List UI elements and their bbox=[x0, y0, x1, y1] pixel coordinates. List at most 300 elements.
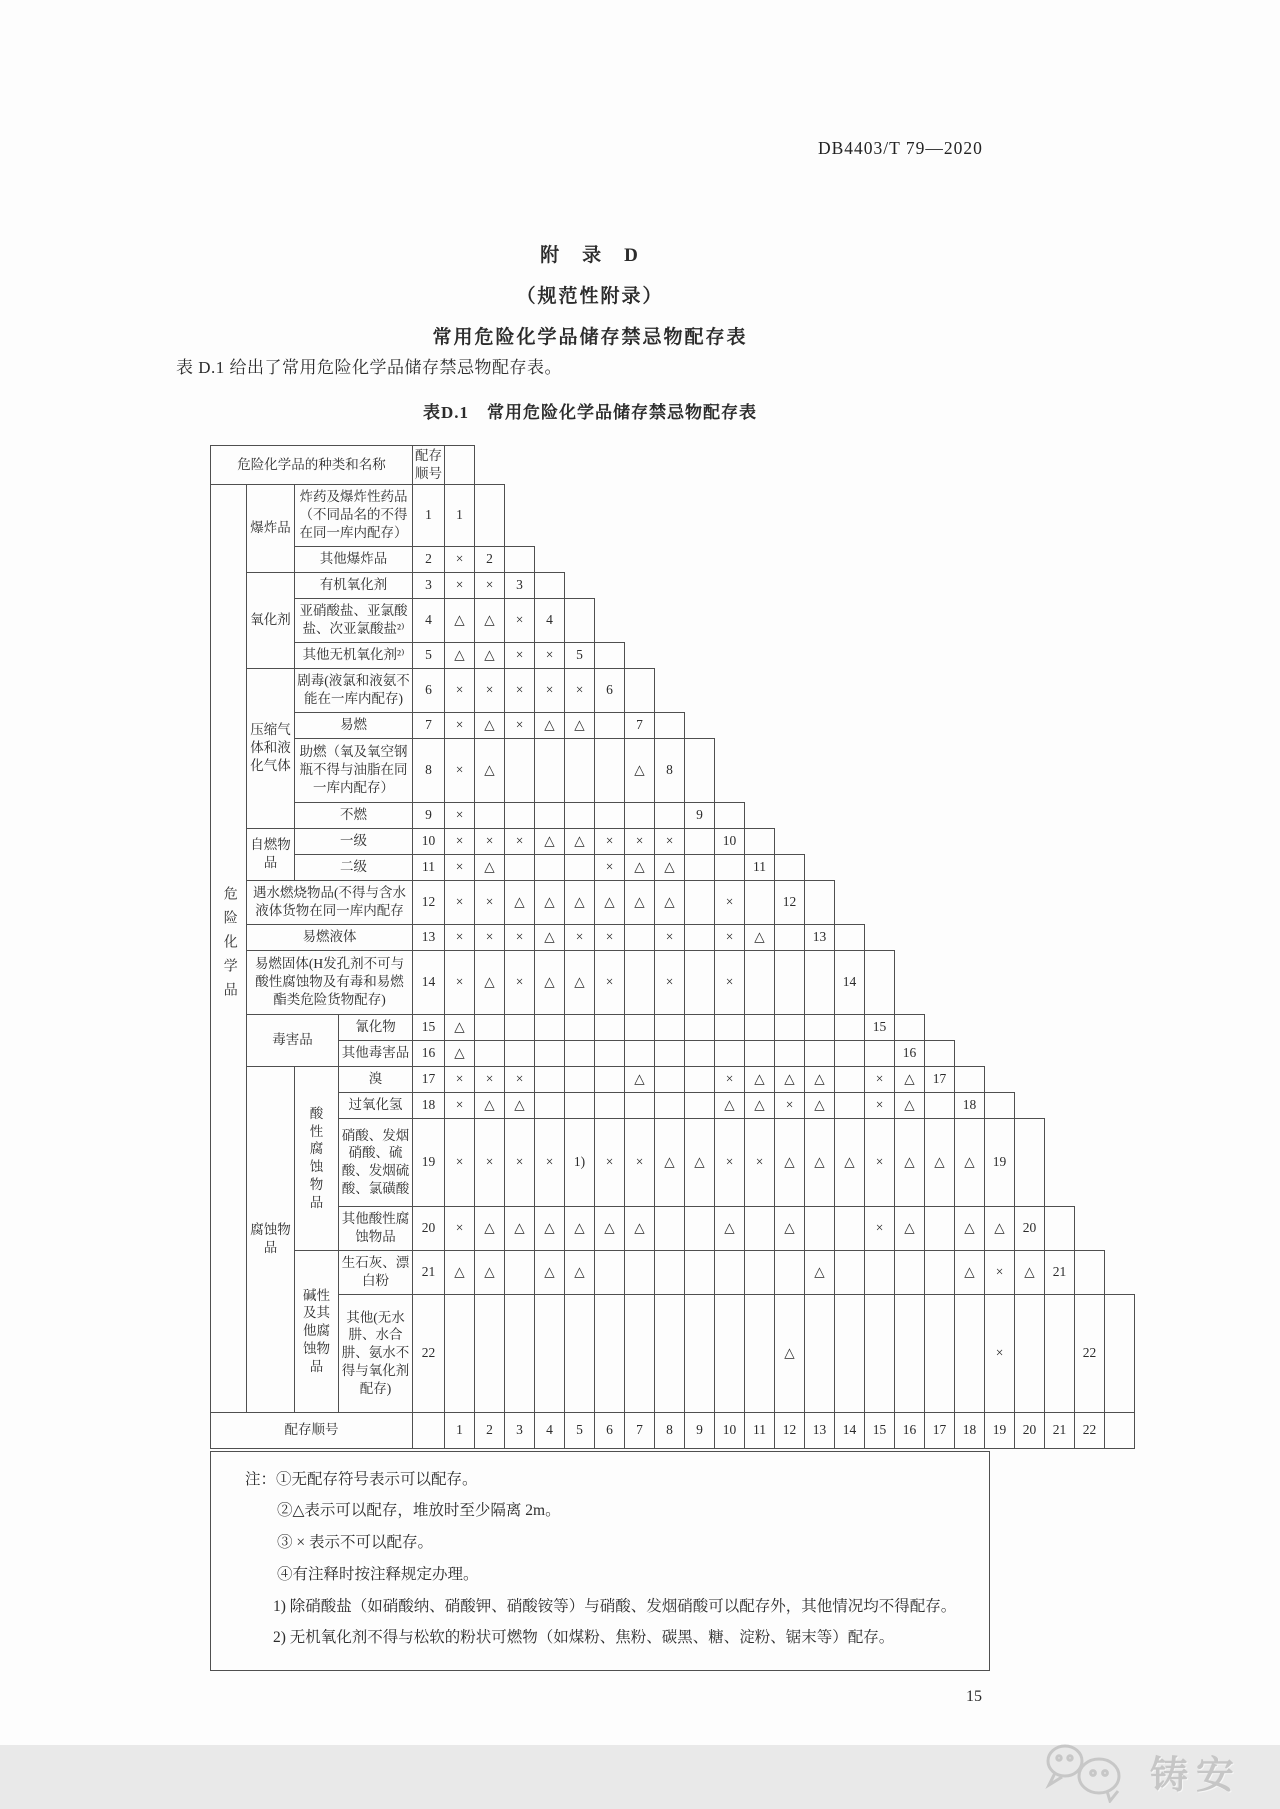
chemical-name-cell: 一级 bbox=[295, 828, 413, 854]
chemical-name-cell: 不燃 bbox=[295, 802, 413, 828]
matrix-cell bbox=[625, 950, 655, 1014]
bottom-order-number: 4 bbox=[535, 1412, 565, 1448]
order-number-cell: 9 bbox=[413, 802, 445, 828]
matrix-cell bbox=[535, 802, 565, 828]
matrix-cell bbox=[595, 1294, 625, 1412]
matrix-cell bbox=[535, 1294, 565, 1412]
matrix-cell: × bbox=[505, 1066, 535, 1092]
chemical-name-cell: 遇水燃烧物品(不得与含水液体货物在同一库内配存 bbox=[247, 880, 413, 924]
table-row bbox=[211, 1118, 1135, 1206]
bottom-order-number: 2 bbox=[475, 1412, 505, 1448]
matrix-cell bbox=[925, 1294, 955, 1412]
order-number-cell: 8 bbox=[413, 738, 445, 802]
matrix-cell: △ bbox=[535, 950, 565, 1014]
matrix-cell bbox=[1015, 1294, 1045, 1412]
matrix-cell: × bbox=[715, 880, 745, 924]
chemical-name-cell: 二级 bbox=[295, 854, 413, 880]
matrix-cell: △ bbox=[745, 1066, 775, 1092]
chemical-name-cell: 亚硝酸盐、亚氯酸盐、次亚氯酸盐²⁾ bbox=[295, 598, 413, 642]
matrix-cell bbox=[835, 1066, 865, 1092]
table-row bbox=[211, 1206, 1135, 1250]
matrix-cell bbox=[745, 1040, 775, 1066]
matrix-cell: △ bbox=[475, 1092, 505, 1118]
corner-header: 危险化学品的种类和名称 bbox=[211, 446, 413, 485]
note-item: 2) 无机氧化剂不得与松软的粉状可燃物（如煤粉、焦粉、碳黑、糖、淀粉、锯末等）配存。 bbox=[273, 1629, 895, 1647]
matrix-cell: × bbox=[505, 1118, 535, 1206]
table-row bbox=[211, 924, 1135, 950]
bottom-order-number: 18 bbox=[955, 1412, 985, 1448]
matrix-cell: △ bbox=[535, 828, 565, 854]
category-cell: 氧化剂 bbox=[247, 572, 295, 668]
matrix-cell: × bbox=[775, 1092, 805, 1118]
matrix-cell: △ bbox=[775, 1294, 805, 1412]
matrix-cell: × bbox=[475, 1118, 505, 1206]
matrix-cell bbox=[835, 1092, 865, 1118]
matrix-cell: △ bbox=[895, 1118, 925, 1206]
diagonal-cell: 17 bbox=[925, 1066, 955, 1092]
matrix-cell bbox=[505, 802, 535, 828]
table-row bbox=[211, 1040, 1135, 1066]
order-number-cell: 7 bbox=[413, 712, 445, 738]
matrix-cell: △ bbox=[505, 1206, 535, 1250]
matrix-cell: △ bbox=[955, 1206, 985, 1250]
diagonal-cell: 19 bbox=[985, 1118, 1015, 1206]
chemical-name-cell: 其他毒害品 bbox=[339, 1040, 413, 1066]
matrix-cell: △ bbox=[715, 1206, 745, 1250]
matrix-cell bbox=[715, 1014, 745, 1040]
matrix-cell: △ bbox=[835, 1118, 865, 1206]
bottom-order-number: 5 bbox=[565, 1412, 595, 1448]
matrix-cell: △ bbox=[625, 1206, 655, 1250]
matrix-cell: × bbox=[595, 924, 625, 950]
table-row bbox=[211, 802, 1135, 828]
matrix-cell bbox=[925, 1206, 955, 1250]
matrix-cell: △ bbox=[805, 1066, 835, 1092]
matrix-cell: × bbox=[445, 1066, 475, 1092]
matrix-cell bbox=[685, 1040, 715, 1066]
matrix-cell bbox=[685, 1014, 715, 1040]
matrix-cell bbox=[835, 1014, 865, 1040]
matrix-cell: × bbox=[505, 668, 535, 712]
matrix-cell bbox=[805, 1014, 835, 1040]
matrix-cell bbox=[655, 1206, 685, 1250]
matrix-cell: × bbox=[475, 924, 505, 950]
matrix-cell: △ bbox=[445, 1014, 475, 1040]
matrix-cell: △ bbox=[655, 1118, 685, 1206]
chemical-name-cell: 生石灰、漂白粉 bbox=[339, 1250, 413, 1294]
table-row bbox=[211, 950, 1135, 1014]
matrix-cell: × bbox=[655, 950, 685, 1014]
table-row bbox=[211, 572, 1135, 598]
matrix-cell: △ bbox=[775, 1066, 805, 1092]
matrix-cell bbox=[745, 950, 775, 1014]
intro-paragraph: 表 D.1 给出了常用危险化学品储存禁忌物配存表。 bbox=[176, 358, 563, 377]
outer-category-cell: 危险化学品 bbox=[211, 484, 247, 1412]
spacer-cell bbox=[1075, 1250, 1105, 1294]
matrix-cell bbox=[745, 1206, 775, 1250]
chemical-name-cell: 溴 bbox=[339, 1066, 413, 1092]
matrix-cell bbox=[685, 880, 715, 924]
table-area bbox=[210, 445, 1135, 1671]
matrix-cell bbox=[595, 1066, 625, 1092]
page-number: 15 bbox=[966, 1688, 982, 1705]
matrix-cell: × bbox=[985, 1250, 1015, 1294]
matrix-cell: × bbox=[505, 950, 535, 1014]
matrix-cell bbox=[775, 1040, 805, 1066]
order-number-cell: 14 bbox=[413, 950, 445, 1014]
matrix-cell bbox=[835, 1294, 865, 1412]
matrix-cell: × bbox=[745, 1118, 775, 1206]
matrix-cell: △ bbox=[475, 642, 505, 668]
matrix-cell: × bbox=[445, 572, 475, 598]
matrix-cell bbox=[595, 1014, 625, 1040]
matrix-cell bbox=[685, 1206, 715, 1250]
diagonal-cell: 6 bbox=[595, 668, 625, 712]
diagonal-cell: 5 bbox=[565, 642, 595, 668]
matrix-cell: △ bbox=[685, 1118, 715, 1206]
matrix-cell bbox=[565, 738, 595, 802]
doc-number: DB4403/T 79—2020 bbox=[818, 138, 983, 158]
matrix-cell bbox=[655, 1250, 685, 1294]
matrix-cell bbox=[685, 950, 715, 1014]
matrix-cell: × bbox=[445, 854, 475, 880]
matrix-cell bbox=[865, 1250, 895, 1294]
matrix-cell: × bbox=[505, 598, 535, 642]
matrix-cell: △ bbox=[475, 1250, 505, 1294]
table-row bbox=[211, 1066, 1135, 1092]
matrix-cell bbox=[835, 1250, 865, 1294]
matrix-cell: × bbox=[445, 880, 475, 924]
matrix-cell bbox=[535, 1040, 565, 1066]
spacer-cell bbox=[1105, 1294, 1135, 1412]
chemical-name-cell: 易燃 bbox=[295, 712, 413, 738]
matrix-cell: × bbox=[565, 924, 595, 950]
diagonal-cell: 11 bbox=[745, 854, 775, 880]
matrix-cell: △ bbox=[565, 880, 595, 924]
matrix-cell: △ bbox=[745, 924, 775, 950]
spacer-cell bbox=[865, 950, 895, 1014]
matrix-cell bbox=[955, 1294, 985, 1412]
table-row bbox=[211, 668, 1135, 712]
spacer-cell bbox=[1015, 1118, 1045, 1206]
table-row bbox=[211, 828, 1135, 854]
note-item: ④有注释时按注释规定办理。 bbox=[277, 1565, 479, 1583]
table-row bbox=[211, 880, 1135, 924]
chemical-name-cell: 其他酸性腐蚀物品 bbox=[339, 1206, 413, 1250]
diagonal-cell: 2 bbox=[475, 546, 505, 572]
matrix-cell: △ bbox=[565, 1206, 595, 1250]
category-cell: 自燃物品 bbox=[247, 828, 295, 880]
bottom-order-number: 7 bbox=[625, 1412, 655, 1448]
matrix-cell: × bbox=[535, 668, 565, 712]
appendix-name: 常用危险化学品储存禁忌物配存表 bbox=[432, 327, 748, 348]
matrix-cell: × bbox=[445, 1118, 475, 1206]
order-number-cell: 16 bbox=[413, 1040, 445, 1066]
diagonal-cell: 3 bbox=[505, 572, 535, 598]
spacer-cell bbox=[413, 1412, 445, 1448]
spacer-cell bbox=[535, 572, 565, 598]
note-item: 注：①无配存符号表示可以配存。 bbox=[245, 1470, 478, 1488]
matrix-cell: △ bbox=[445, 1040, 475, 1066]
bottom-order-number: 3 bbox=[505, 1412, 535, 1448]
matrix-cell bbox=[865, 1294, 895, 1412]
matrix-cell: △ bbox=[535, 1206, 565, 1250]
matrix-cell: △ bbox=[625, 880, 655, 924]
matrix-cell bbox=[475, 802, 505, 828]
order-number-cell: 19 bbox=[413, 1118, 445, 1206]
matrix-cell: △ bbox=[775, 1118, 805, 1206]
matrix-cell: × bbox=[595, 828, 625, 854]
matrix-cell: × bbox=[535, 642, 565, 668]
matrix-cell: × bbox=[475, 668, 505, 712]
matrix-cell bbox=[565, 1294, 595, 1412]
matrix-cell: × bbox=[865, 1118, 895, 1206]
chemical-name-cell: 其他爆炸品 bbox=[295, 546, 413, 572]
matrix-cell: △ bbox=[925, 1118, 955, 1206]
table-row bbox=[211, 1014, 1135, 1040]
matrix-cell: △ bbox=[805, 1092, 835, 1118]
chemical-name-cell: 易燃液体 bbox=[247, 924, 413, 950]
matrix-cell bbox=[535, 1014, 565, 1040]
matrix-cell bbox=[805, 1040, 835, 1066]
matrix-cell: △ bbox=[625, 738, 655, 802]
matrix-cell: × bbox=[715, 1066, 745, 1092]
matrix-cell bbox=[685, 924, 715, 950]
matrix-cell: × bbox=[715, 1118, 745, 1206]
matrix-cell: × bbox=[865, 1092, 895, 1118]
watermark bbox=[1036, 1739, 1242, 1803]
diagonal-cell: 4 bbox=[535, 598, 565, 642]
matrix-cell bbox=[535, 854, 565, 880]
matrix-cell bbox=[745, 1250, 775, 1294]
chemical-name-cell: 其他(无水肼、水合肼、氨水不得与氧化剂配存) bbox=[339, 1294, 413, 1412]
matrix-cell: △ bbox=[535, 1250, 565, 1294]
diagonal-cell: 9 bbox=[685, 802, 715, 828]
diagonal-cell: 10 bbox=[715, 828, 745, 854]
matrix-cell bbox=[625, 1250, 655, 1294]
spacer-cell bbox=[715, 802, 745, 828]
bottom-order-number: 17 bbox=[925, 1412, 955, 1448]
spacer-cell bbox=[955, 1066, 985, 1092]
matrix-cell: × bbox=[595, 854, 625, 880]
table-caption: 表D.1 常用危险化学品储存禁忌物配存表 bbox=[422, 403, 758, 422]
matrix-cell bbox=[565, 1066, 595, 1092]
matrix-cell bbox=[565, 854, 595, 880]
matrix-cell bbox=[715, 1294, 745, 1412]
order-number-cell: 13 bbox=[413, 924, 445, 950]
category-cell: 腐蚀物品 bbox=[247, 1066, 295, 1412]
matrix-cell: × bbox=[505, 924, 535, 950]
matrix-cell bbox=[535, 1092, 565, 1118]
matrix-cell: × bbox=[565, 668, 595, 712]
chemical-name-cell: 其他无机氧化剂²⁾ bbox=[295, 642, 413, 668]
bottom-order-label: 配存顺号 bbox=[211, 1412, 413, 1448]
matrix-cell: △ bbox=[895, 1066, 925, 1092]
matrix-cell: × bbox=[445, 1092, 475, 1118]
matrix-cell bbox=[535, 738, 565, 802]
diagonal-cell: 14 bbox=[835, 950, 865, 1014]
order-number-cell: 4 bbox=[413, 598, 445, 642]
matrix-cell bbox=[775, 924, 805, 950]
diagonal-cell: 22 bbox=[1075, 1294, 1105, 1412]
matrix-cell bbox=[475, 1040, 505, 1066]
matrix-cell: △ bbox=[565, 712, 595, 738]
matrix-cell bbox=[505, 1014, 535, 1040]
matrix-cell bbox=[865, 1040, 895, 1066]
order-number-cell: 18 bbox=[413, 1092, 445, 1118]
chemical-name-cell: 炸药及爆炸性药品（不同品名的不得在同一库内配存） bbox=[295, 484, 413, 546]
bottom-order-number: 1 bbox=[445, 1412, 475, 1448]
matrix-cell bbox=[835, 1040, 865, 1066]
spacer-cell bbox=[775, 854, 805, 880]
matrix-cell: △ bbox=[535, 924, 565, 950]
table-row bbox=[211, 546, 1135, 572]
table-row bbox=[211, 1294, 1135, 1412]
matrix-cell: × bbox=[865, 1206, 895, 1250]
matrix-cell: △ bbox=[745, 1092, 775, 1118]
spacer-cell bbox=[1105, 1412, 1135, 1448]
matrix-cell bbox=[625, 924, 655, 950]
matrix-cell: × bbox=[595, 1118, 625, 1206]
matrix-cell: △ bbox=[895, 1206, 925, 1250]
order-number-cell: 6 bbox=[413, 668, 445, 712]
matrix-cell bbox=[685, 1294, 715, 1412]
table-row bbox=[211, 738, 1135, 802]
matrix-cell bbox=[715, 1040, 745, 1066]
diagonal-cell: 16 bbox=[895, 1040, 925, 1066]
matrix-cell: △ bbox=[535, 880, 565, 924]
spacer-cell bbox=[835, 924, 865, 950]
table-row bbox=[211, 1092, 1135, 1118]
order-number-cell: 5 bbox=[413, 642, 445, 668]
matrix-cell bbox=[595, 738, 625, 802]
order-header: 配存顺号 bbox=[413, 446, 445, 485]
matrix-cell: × bbox=[625, 1118, 655, 1206]
matrix-cell bbox=[445, 1294, 475, 1412]
appendix-title: 附 录 D bbox=[540, 245, 640, 266]
order-number-cell: 12 bbox=[413, 880, 445, 924]
matrix-cell bbox=[805, 1294, 835, 1412]
matrix-cell bbox=[745, 1294, 775, 1412]
matrix-cell: △ bbox=[475, 854, 505, 880]
matrix-cell: △ bbox=[565, 950, 595, 1014]
matrix-cell bbox=[475, 1014, 505, 1040]
bottom-order-number: 21 bbox=[1045, 1412, 1075, 1448]
spacer-cell bbox=[505, 546, 535, 572]
spacer-cell bbox=[985, 1092, 1015, 1118]
matrix-cell: △ bbox=[775, 1206, 805, 1250]
chemical-name-cell: 硝酸、发烟硝酸、硫酸、发烟硫酸、氯磺酸 bbox=[339, 1118, 413, 1206]
spacer-cell bbox=[655, 712, 685, 738]
matrix-cell: △ bbox=[1015, 1250, 1045, 1294]
diagonal-cell: 18 bbox=[955, 1092, 985, 1118]
matrix-cell bbox=[745, 880, 775, 924]
matrix-cell bbox=[505, 854, 535, 880]
matrix-cell bbox=[655, 1092, 685, 1118]
table-row bbox=[211, 642, 1135, 668]
matrix-cell: △ bbox=[895, 1092, 925, 1118]
matrix-cell bbox=[655, 1040, 685, 1066]
bottom-order-number: 13 bbox=[805, 1412, 835, 1448]
matrix-cell bbox=[595, 1040, 625, 1066]
matrix-cell: △ bbox=[475, 950, 505, 1014]
spacer-cell bbox=[745, 828, 775, 854]
matrix-cell bbox=[775, 950, 805, 1014]
bottom-order-number: 19 bbox=[985, 1412, 1015, 1448]
matrix-cell: △ bbox=[805, 1250, 835, 1294]
matrix-cell bbox=[565, 1014, 595, 1040]
matrix-cell bbox=[535, 1066, 565, 1092]
bottom-order-number: 15 bbox=[865, 1412, 895, 1448]
matrix-cell bbox=[895, 1294, 925, 1412]
matrix-cell: × bbox=[505, 642, 535, 668]
matrix-cell bbox=[595, 1092, 625, 1118]
matrix-cell: × bbox=[445, 738, 475, 802]
matrix-cell: × bbox=[445, 802, 475, 828]
matrix-cell: × bbox=[445, 668, 475, 712]
matrix-cell: × bbox=[475, 1066, 505, 1092]
order-number-cell: 15 bbox=[413, 1014, 445, 1040]
matrix-cell: △ bbox=[505, 880, 535, 924]
watermark-text: 铸安 bbox=[1149, 1754, 1242, 1797]
matrix-cell: △ bbox=[955, 1118, 985, 1206]
matrix-cell bbox=[805, 950, 835, 1014]
spacer-cell bbox=[685, 738, 715, 802]
order-number-cell: 22 bbox=[413, 1294, 445, 1412]
matrix-cell bbox=[505, 738, 535, 802]
matrix-cell bbox=[685, 854, 715, 880]
matrix-cell bbox=[505, 1250, 535, 1294]
matrix-cell: × bbox=[505, 712, 535, 738]
matrix-cell bbox=[625, 1092, 655, 1118]
order-number-cell: 20 bbox=[413, 1206, 445, 1250]
matrix-cell: 1) bbox=[565, 1118, 595, 1206]
chemical-name-cell: 助燃（氧及氧空钢瓶不得与油脂在同一库内配存） bbox=[295, 738, 413, 802]
chemical-name-cell: 氰化物 bbox=[339, 1014, 413, 1040]
matrix-cell bbox=[565, 802, 595, 828]
matrix-cell bbox=[715, 1250, 745, 1294]
chemical-name-cell: 剧毒(液氯和液氨不能在一库内配存) bbox=[295, 668, 413, 712]
spacer-cell bbox=[1045, 1206, 1075, 1250]
category-cell: 爆炸品 bbox=[247, 484, 295, 572]
order-number-cell: 17 bbox=[413, 1066, 445, 1092]
matrix-cell: △ bbox=[475, 738, 505, 802]
matrix-cell bbox=[565, 1040, 595, 1066]
table-row bbox=[211, 598, 1135, 642]
subcategory-cell: 酸性腐蚀物品 bbox=[295, 1066, 339, 1250]
matrix-cell: △ bbox=[505, 1092, 535, 1118]
table-row bbox=[211, 484, 1135, 546]
spacer-cell bbox=[925, 1040, 955, 1066]
matrix-cell bbox=[685, 1092, 715, 1118]
spacer-cell bbox=[625, 668, 655, 712]
matrix-cell bbox=[565, 1092, 595, 1118]
matrix-cell bbox=[505, 1040, 535, 1066]
diagonal-cell: 20 bbox=[1015, 1206, 1045, 1250]
order-number-cell: 3 bbox=[413, 572, 445, 598]
matrix-cell: × bbox=[475, 828, 505, 854]
notes-prefix: 注： bbox=[245, 1470, 277, 1488]
matrix-cell: × bbox=[985, 1294, 1015, 1412]
table-row bbox=[211, 1250, 1135, 1294]
diagonal-cell: 13 bbox=[805, 924, 835, 950]
matrix-cell bbox=[685, 828, 715, 854]
note-item: 1) 除硝酸盐（如硝酸纳、硝酸钾、硝酸铵等）与硝酸、发烟硝酸可以配存外，其他情况均不得配存。 bbox=[273, 1597, 957, 1615]
matrix-cell: △ bbox=[655, 854, 685, 880]
matrix-cell: △ bbox=[595, 1206, 625, 1250]
footer-strip bbox=[0, 1745, 1280, 1809]
matrix-cell bbox=[655, 1066, 685, 1092]
